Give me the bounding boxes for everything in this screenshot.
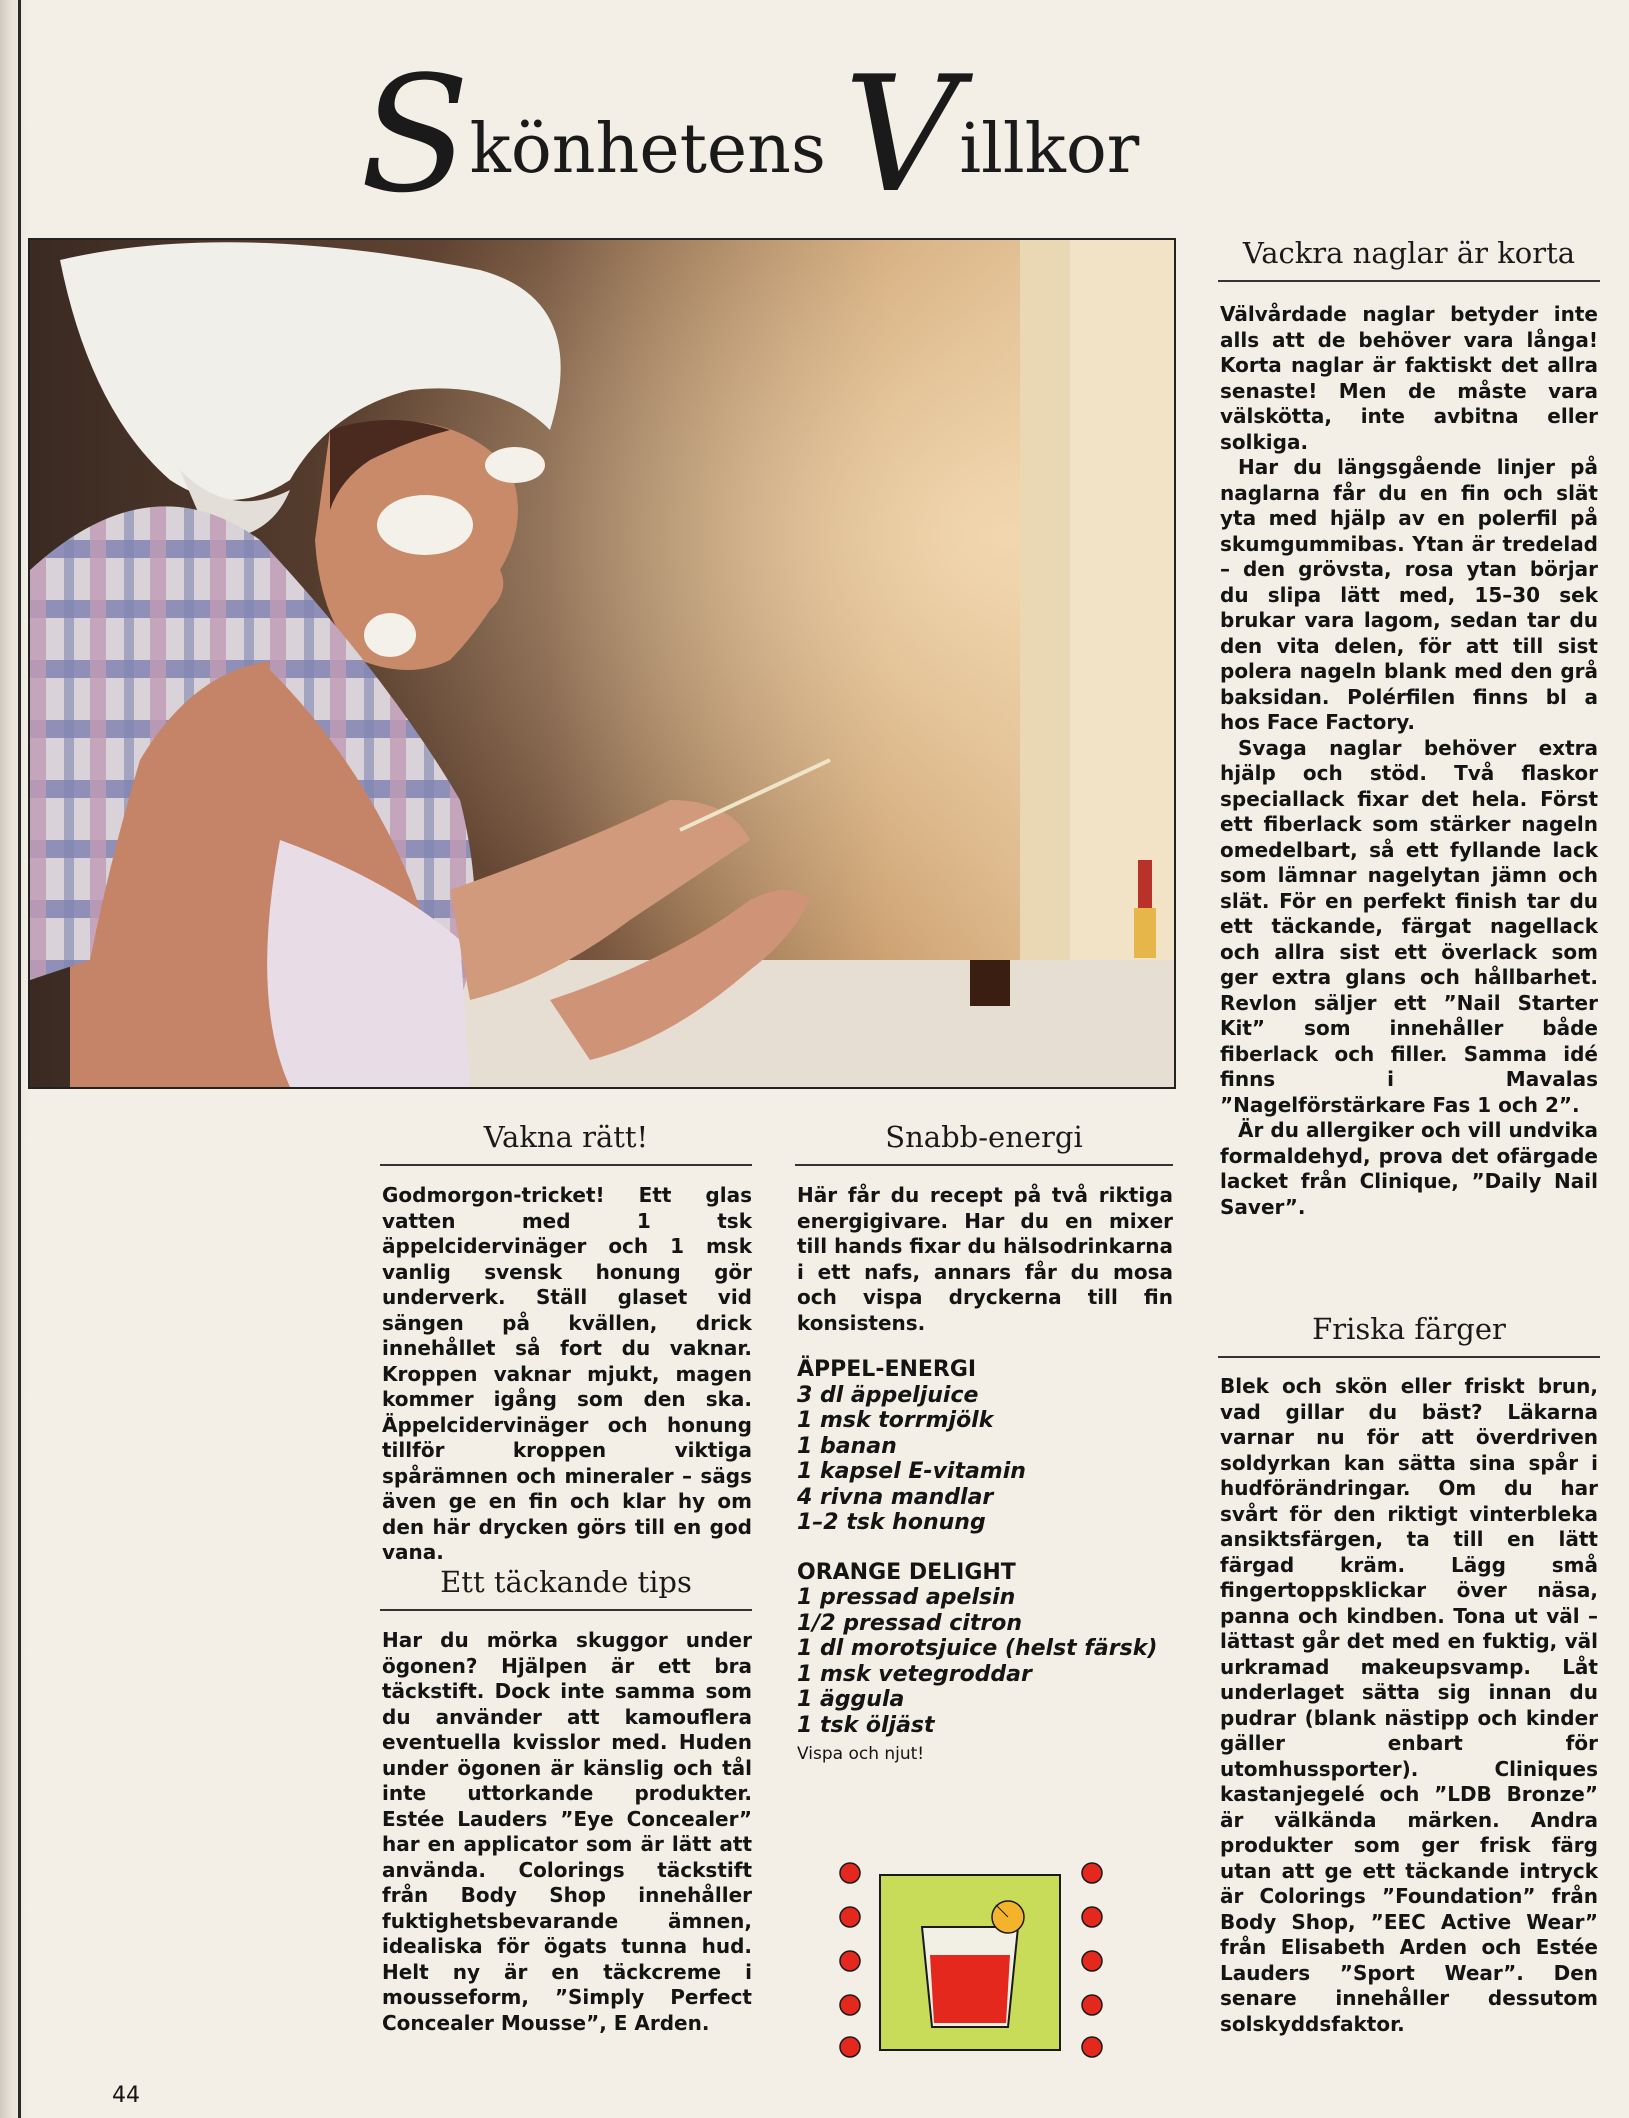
recipe-1-item: 3 dl äppeljuice bbox=[797, 1382, 979, 1408]
recipe-2-title: ORANGE DELIGHT bbox=[797, 1559, 1016, 1585]
recipe-2-item: 1 msk vetegroddar bbox=[797, 1661, 1032, 1687]
recipe-2-item: 1 tsk öljäst bbox=[797, 1712, 935, 1738]
recipe-2-item: 1 dl morotsjuice (helst färsk) bbox=[797, 1636, 1158, 1661]
heading-vackra: Vackra naglar är korta bbox=[1218, 236, 1600, 282]
tips-paragraph-1: Har du mörka skuggor under ögonen? Hjälpen är ett bra täckstift. Dock inte samma som du använder att kamouflera eventuella kvisslor med. Huden under ögonen är känslig och tål inte uttorkande produkter. Estée Lauders ”Eye Concealer” har en applicator som är lätt att använda. Colorings täckstift från Body Shop innehåller fuktighetsbevarande ämnen, idealiska för ögats tunna hud. Helt ny är en täckcreme i mousseform, ”Simply Perfect Concealer Mousse”, E Arden. bbox=[382, 1628, 752, 2035]
recipe-1-item: 1–2 tsk honung bbox=[797, 1510, 986, 1535]
title-word-2: illkor bbox=[959, 110, 1140, 189]
title-initial-s: S bbox=[360, 41, 470, 228]
vackra-paragraph-1: Välvårdade naglar betyder inte alls att de behöver vara långa! Korta naglar är faktiskt det allra senaste! Men de måste vara välskötta, inte avbitna eller solkiga. bbox=[1220, 302, 1598, 454]
recipe-1-item: 1 msk torrmjölk bbox=[797, 1408, 994, 1433]
page-number: 44 bbox=[112, 2083, 140, 2108]
article-friska bbox=[1220, 1374, 1598, 2037]
hero-photo bbox=[28, 238, 1176, 1089]
friska-paragraph-1: Blek och skön eller friskt brun, vad gillar du bäst? Läkarna varnar nu för att överdriven soldyrkan kan sätta sina spår i hudförändringar. Om du har svårt för den riktigt vinterbleka ansiktsfärgen, ta till en lätt färgad kräm. Lägg små fingertoppsklickar över näsa, panna och kindben. Tona ut väl – lättast går det med en fuktig, väl urkramad makeupsvamp. Låt underlaget sätta sig innan du pudrar (blank nästipp och kinder gäller enbart för utomhussporter). Cliniques kastanjegelé och ”LDB Bronze” är välkända märken. Andra produkter som ger frisk färg utan att ge ett täckande intryck är Colorings ”Foundation” från Body Shop, ”EEC Active Wear” från Elisabeth Arden och Estée Lauders ”Sport Wear”. Den senare innehåller dessutom solskyddsfaktor. bbox=[1220, 1374, 1598, 2036]
recipe-2-item: 1/2 pressad citron bbox=[797, 1610, 1022, 1636]
recipe-2-item: 1 äggula bbox=[797, 1687, 905, 1712]
heading-snabb: Snabb-energi bbox=[795, 1120, 1173, 1166]
vackra-paragraph-4: Är du allergiker och vill undvika formaldehyd, prova det ofärgade lacket från Clinique, ”Daily Nail Saver”. bbox=[1220, 1118, 1598, 1219]
recipe-2-item: 1 pressad apelsin bbox=[797, 1585, 1016, 1610]
article-vackra bbox=[1220, 302, 1598, 1220]
title-initial-v: V bbox=[843, 41, 960, 228]
heading-vakna: Vakna rätt! bbox=[380, 1120, 752, 1166]
recipe-1-title: ÄPPEL-ENERGI bbox=[797, 1357, 977, 1382]
recipe-1-item: 1 banan bbox=[797, 1433, 897, 1459]
article-snabb bbox=[797, 1183, 1173, 1336]
recipe-outro: Vispa och njut! bbox=[797, 1744, 925, 1764]
page-title bbox=[360, 41, 1160, 235]
title-word-1: könhetens bbox=[469, 110, 826, 189]
spine-edge bbox=[18, 0, 21, 2118]
heading-tips: Ett täckande tips bbox=[380, 1565, 752, 1611]
snabb-intro: Här får du recept på två riktiga energigivare. Har du en mixer till hands fixar du hälsodrinkarna i ett nafs, annars får du mosa och vispa dryckerna till fin konsistens. bbox=[797, 1183, 1173, 1335]
heading-friska: Friska färger bbox=[1218, 1312, 1600, 1358]
recipe-1-item: 4 rivna mandlar bbox=[797, 1484, 994, 1510]
drink-glass-icon bbox=[830, 1855, 1110, 2065]
vakna-paragraph-1: Godmorgon-tricket! Ett glas vatten med 1 tsk äppelcidervinäger och 1 msk vanlig svensk honung gör underverk. Ställ glaset vid sängen på kvällen, drick innehållet så fort du vaknar. Kroppen vaknar mjukt, magen kommer igång som den ska. Äppelcidervinäger och honung tillför kroppen viktiga spårämnen och mineraler – sägs även ge en fin och klar hy om den här drycken görs till en god vana. bbox=[382, 1183, 752, 1564]
photo-illustration bbox=[30, 240, 1174, 1087]
recipe-1-item: 1 kapsel E-vitamin bbox=[797, 1459, 1026, 1484]
page-spine bbox=[0, 0, 30, 2118]
article-vakna bbox=[382, 1183, 752, 1566]
recipes bbox=[797, 1357, 1177, 1768]
vackra-paragraph-3: Svaga naglar behöver extra hjälp och stöd. Två flaskor speciallack fixar det hela. Först ett fiberlack som stärker nageln omedelbart, så ett fyllande lack som lämnar nagelytan jämn och slät. För en perfekt finish tar du ett täckande, färgat nagellack och allra sist ett överlack som ger extra glans och hållbarhet. Revlon säljer ett ”Nail Starter Kit” som innehåller både fiberlack och filler. Samma idé finns i Mavalas ”Nagelförstärkare Fas 1 och 2”. bbox=[1220, 735, 1598, 1117]
article-tips bbox=[382, 1628, 752, 2036]
vackra-paragraph-2: Har du längsgående linjer på naglarna får du en fin och slät yta med hjälp av en polerfil på skumgummibas. Ytan är tredelad – den grövsta, rosa ytan börjar du slipa lätt med, 15–30 sek brukar vara lagom, sedan tar du den vita delen, för att till sist polera nageln blank med den grå baksidan. Polérfilen finns bl a hos Face Factory. bbox=[1220, 455, 1598, 734]
